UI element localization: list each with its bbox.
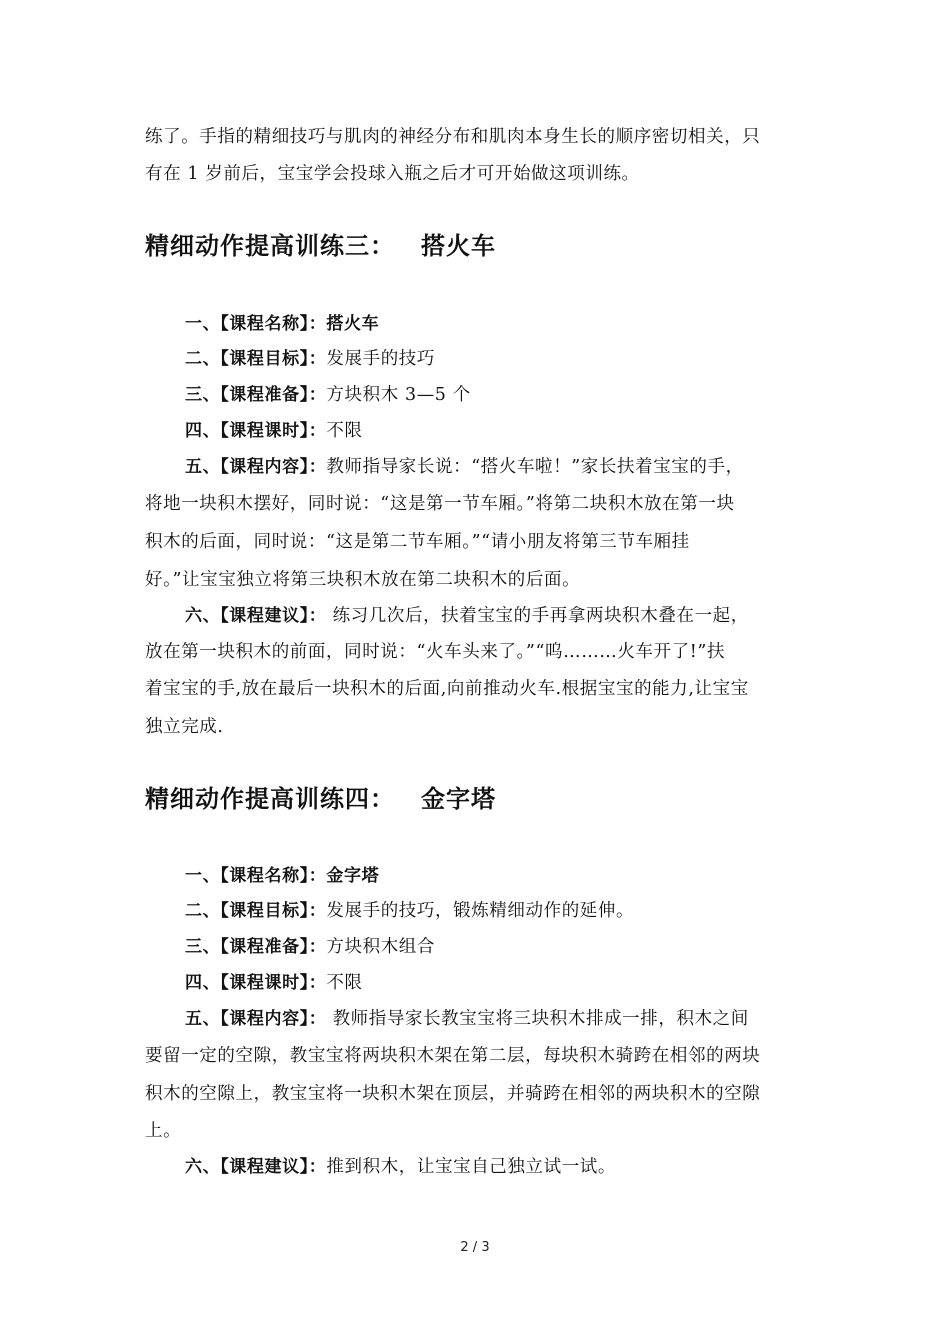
section3-item-name	[185, 309, 379, 339]
section4-item-label: 一、【课程名称】：	[185, 866, 327, 886]
section4-advice-text: 推到积木，让宝宝自己独立试一试。	[326, 1157, 617, 1177]
section3-item-value: 方块积木 3—5 个	[326, 385, 471, 405]
section3-item-goal	[185, 344, 435, 374]
section4-content-line-2: 要留一定的空隙，教宝宝将两块积木架在第二层，每块积木骑跨在相邻的两块	[145, 1046, 761, 1066]
section3-item-label: 三、【课程准备】：	[185, 385, 327, 405]
section4-item-prep	[185, 932, 435, 962]
section4-item-name	[185, 861, 379, 891]
section4-content-line-1	[185, 1004, 749, 1034]
section3-heading-name: 搭火车	[421, 232, 496, 260]
section3-advice-line-3: 着宝宝的手,放在最后一块积木的后面,向前推动火车.根据宝宝的能力,让宝宝	[145, 679, 749, 699]
section4-item-value: 发展手的技巧，锻炼精细动作的延伸。	[326, 901, 635, 921]
section4-heading-name: 金字塔	[421, 785, 496, 813]
section4-heading-title: 精细动作提高训练四：	[145, 785, 395, 813]
section4-item-value: 不限	[326, 973, 363, 993]
section3-heading-title: 精细动作提高训练三：	[145, 232, 395, 260]
intro-line-2: 有在 1 岁前后，宝宝学会投球入瓶之后才可开始做这项训练。	[145, 164, 640, 184]
section4-advice-line	[185, 1152, 616, 1182]
section4-item-label: 二、【课程目标】：	[185, 901, 327, 921]
section3-item-hours	[185, 416, 363, 446]
section4-item-goal	[185, 896, 634, 926]
section3-advice-label: 六、【课程建议】：	[185, 606, 327, 626]
section3-item-value: 不限	[326, 421, 363, 441]
section4-item-label: 三、【课程准备】：	[185, 937, 327, 957]
section3-item-label: 二、【课程目标】：	[185, 349, 327, 369]
section3-item-value: 搭火车	[326, 314, 380, 334]
section3-heading	[145, 230, 496, 262]
section4-item-value: 金字塔	[326, 866, 380, 886]
section3-advice-line-4: 独立完成.	[145, 717, 224, 737]
section3-content-line-3: 积木的后面，同时说：“这是第二节车厢。”“请小朋友将第三节车厢挂	[145, 532, 690, 552]
section4-content-line-4: 上。	[145, 1121, 182, 1141]
section3-content-label: 五、【课程内容】：	[185, 457, 327, 477]
section3-advice-text: 练习几次后，扶着宝宝的手再拿两块积木叠在一起，	[326, 606, 749, 626]
section3-item-label: 四、【课程课时】：	[185, 421, 327, 441]
section3-content-line-2: 将地一块积木摆好，同时说：“这是第一节车厢。”将第二块积木放在第一块	[145, 494, 735, 514]
section3-item-label: 一、【课程名称】：	[185, 314, 327, 334]
section4-item-value: 方块积木组合	[326, 937, 436, 957]
section3-advice-line-2: 放在第一块积木的前面，同时说：“火车头来了。”“呜………火车开了!”扶	[145, 642, 726, 662]
page-number: 2 / 3	[460, 1240, 490, 1255]
section3-item-value: 发展手的技巧	[326, 349, 436, 369]
section4-content-text: 教师指导家长教宝宝将三块积木排成一排，积木之间	[326, 1009, 749, 1029]
section4-content-line-3: 积木的空隙上，教宝宝将一块积木架在顶层，并骑跨在相邻的两块积木的空隙	[145, 1084, 761, 1104]
section4-heading	[145, 783, 496, 815]
section3-content-text: 教师指导家长说：“搭火车啦！”家长扶着宝宝的手，	[326, 457, 744, 477]
intro-line-1: 练了。手指的精细技巧与肌肉的神经分布和肌肉本身生长的顺序密切相关，只	[145, 127, 761, 147]
section3-advice-line-1	[185, 601, 749, 631]
section3-item-prep	[185, 380, 471, 410]
section3-content-line-4: 好。”让宝宝独立将第三块积木放在第二块积木的后面。	[145, 570, 581, 590]
section4-content-label: 五、【课程内容】：	[185, 1009, 327, 1029]
section4-item-hours	[185, 968, 363, 998]
section4-item-label: 四、【课程课时】：	[185, 973, 327, 993]
section4-advice-label: 六、【课程建议】：	[185, 1157, 327, 1177]
section3-content-line-1	[185, 452, 744, 482]
